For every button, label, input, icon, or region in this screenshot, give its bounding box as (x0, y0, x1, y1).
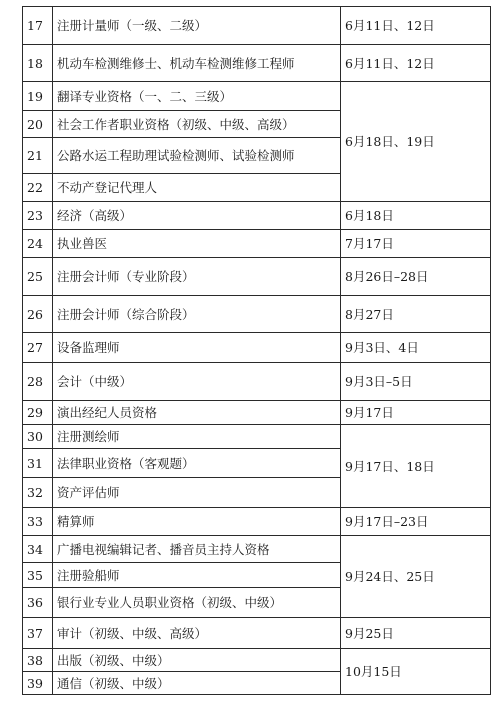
row-number: 29 (23, 401, 53, 425)
exam-date: 9月17日–23日 (341, 508, 491, 536)
row-number: 26 (23, 296, 53, 333)
exam-date: 7月17日 (341, 230, 491, 258)
row-number: 36 (23, 588, 53, 618)
exam-name: 会计（中级） (53, 363, 341, 401)
exam-date: 9月3日、4日 (341, 333, 491, 363)
exam-name: 精算师 (53, 508, 341, 536)
exam-date: 8月26日–28日 (341, 258, 491, 296)
table-row (23, 296, 491, 333)
exam-name: 审计（初级、中级、高级） (53, 618, 341, 649)
table-row (23, 45, 491, 82)
exam-name: 不动产登记代理人 (53, 174, 341, 202)
row-number: 33 (23, 508, 53, 536)
row-number: 38 (23, 649, 53, 672)
exam-name: 通信（初级、中级） (53, 672, 341, 695)
row-number: 32 (23, 478, 53, 508)
exam-name: 执业兽医 (53, 230, 341, 258)
table-row (23, 618, 491, 649)
exam-date: 10月15日 (341, 649, 491, 695)
row-number: 21 (23, 138, 53, 174)
table-row (23, 401, 491, 425)
table-row (23, 363, 491, 401)
row-number: 25 (23, 258, 53, 296)
table-row (23, 258, 491, 296)
exam-name: 设备监理师 (53, 333, 341, 363)
exam-date: 6月18日、19日 (341, 82, 491, 202)
exam-name: 法律职业资格（客观题） (53, 449, 341, 478)
exam-name: 资产评估师 (53, 478, 341, 508)
row-number: 17 (23, 7, 53, 45)
row-number: 28 (23, 363, 53, 401)
exam-name: 公路水运工程助理试验检测师、试验检测师 (53, 138, 341, 174)
exam-name: 演出经纪人员资格 (53, 401, 341, 425)
exam-name: 翻译专业资格（一、二、三级） (53, 82, 341, 111)
row-number: 34 (23, 536, 53, 563)
exam-name: 社会工作者职业资格（初级、中级、高级） (53, 111, 341, 138)
row-number: 37 (23, 618, 53, 649)
exam-name: 注册会计师（综合阶段） (53, 296, 341, 333)
row-number: 18 (23, 45, 53, 82)
exam-date: 6月11日、12日 (341, 7, 491, 45)
exam-date: 9月3日–5日 (341, 363, 491, 401)
table-row (23, 508, 491, 536)
exam-name: 机动车检测维修士、机动车检测维修工程师 (53, 45, 341, 82)
row-number: 27 (23, 333, 53, 363)
exam-date: 6月18日 (341, 202, 491, 230)
table-row (23, 82, 491, 111)
exam-date: 9月17日 (341, 401, 491, 425)
exam-name: 出版（初级、中级） (53, 649, 341, 672)
row-number: 31 (23, 449, 53, 478)
table-row (23, 202, 491, 230)
exam-name: 广播电视编辑记者、播音员主持人资格 (53, 536, 341, 563)
exam-date: 8月27日 (341, 296, 491, 333)
exam-name: 注册测绘师 (53, 425, 341, 449)
exam-name: 银行业专业人员职业资格（初级、中级） (53, 588, 341, 618)
exam-name: 注册会计师（专业阶段） (53, 258, 341, 296)
table-row (23, 333, 491, 363)
exam-name: 注册计量师（一级、二级） (53, 7, 341, 45)
exam-name: 注册验船师 (53, 563, 341, 588)
table-row (23, 7, 491, 45)
table-row (23, 425, 491, 449)
row-number: 35 (23, 563, 53, 588)
exam-name: 经济（高级） (53, 202, 341, 230)
exam-date: 9月24日、25日 (341, 536, 491, 618)
row-number: 19 (23, 82, 53, 111)
table-row (23, 536, 491, 563)
table-row (23, 230, 491, 258)
row-number: 20 (23, 111, 53, 138)
exam-schedule-table (22, 6, 491, 695)
row-number: 24 (23, 230, 53, 258)
exam-date: 9月17日、18日 (341, 425, 491, 508)
row-number: 22 (23, 174, 53, 202)
exam-date: 9月25日 (341, 618, 491, 649)
table-row (23, 649, 491, 672)
exam-date: 6月11日、12日 (341, 45, 491, 82)
row-number: 23 (23, 202, 53, 230)
row-number: 39 (23, 672, 53, 695)
row-number: 30 (23, 425, 53, 449)
